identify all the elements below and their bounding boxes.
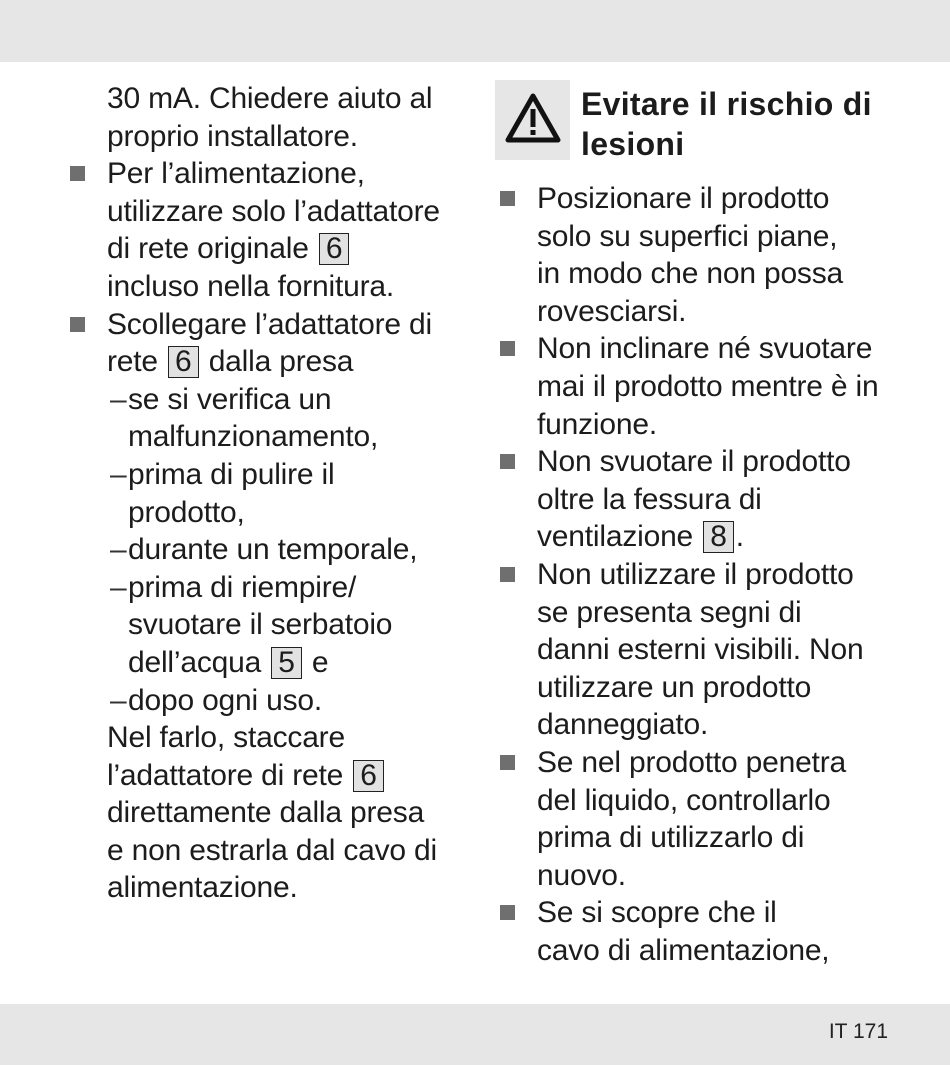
bullet-item [495,556,915,744]
bullet-text: Non inclinare né svuotare [537,332,873,366]
bullet-text: mai il prodotto mentre è in [537,369,879,403]
closing-text: l’adattatore di rete 6 [65,757,465,795]
bullet-text: Se nel prodotto penetra [537,745,846,779]
bullet-text: di rete originale 6 [65,230,465,268]
square-bullet-icon [500,454,515,469]
footer-band [0,1004,950,1065]
header-band [0,0,950,62]
dash-marker: – [110,457,127,491]
intro-line: 30 mA. Chiedere aiuto al [107,82,433,115]
part-reference: 6 [353,760,384,792]
square-bullet-icon [70,166,85,181]
closing-text: direttamente dalla presa [107,796,425,830]
bullet-text: cavo di alimentazione, [537,933,830,967]
bullet-text: ventilazione 8 . [537,520,744,554]
square-bullet-icon [500,191,515,206]
bullet-text: se presenta segni di [537,595,802,629]
dash-item [65,531,465,569]
dash-text: svuotare il serbatoio [128,608,393,642]
bullet-text: in modo che non possa [537,257,844,291]
dash-text: dopo ogni uso. [128,683,323,717]
bullet-text: funzione. [537,407,657,441]
right-bullet-list [495,180,915,969]
part-reference: 6 [319,233,350,265]
dash-text: prodotto, [128,495,245,529]
dash-marker: – [110,570,127,604]
page-number: IT 171 [828,1020,888,1043]
warning-section-header [495,80,915,180]
bullet-text: nuovo. [537,858,626,892]
closing-text: Nel farlo, staccare [107,721,345,755]
dash-item [65,381,465,456]
bullet-text: utilizzare solo l’adattatore [107,194,440,228]
bullet-item [65,306,465,381]
warning-icon-box [495,80,570,160]
right-column [495,80,915,967]
bullet-text: del liquido, controllarlo [537,783,831,817]
bullet-item [495,330,915,443]
square-bullet-icon [500,755,515,770]
closing-text: e non estrarla dal cavo di [107,833,438,867]
bullet-text: rete 6 dalla presa [107,345,354,379]
warning-triangle-icon [505,92,561,144]
dash-item [65,682,465,720]
bullet-text: Scollegare l’adattatore di [107,307,433,341]
bullet-text: Non utilizzare il prodotto [537,557,854,591]
dash-marker: – [110,382,127,416]
dash-marker: – [110,683,127,717]
bullet-item [495,443,915,556]
bullet-item [495,894,915,969]
square-bullet-icon [500,567,515,582]
dash-text: prima di riempire/ [128,570,357,604]
bullet-text: Se si scopre che il [537,896,777,930]
dash-text: se si verifica un [128,382,332,416]
section-heading: Evitare il rischio di lesioni [581,86,872,162]
part-reference: 8 [703,521,734,553]
dash-text: dell’acqua 5 e [128,645,329,679]
left-column [65,80,465,907]
intro-line: proprio installatore. [107,119,358,153]
bullet-text: incluso nella fornitura. [107,269,395,303]
dash-text: malfunzionamento, [128,420,379,454]
dash-text: prima di pulire il [128,457,335,491]
dash-item [65,569,465,682]
part-reference: 5 [271,647,302,679]
dash-text: durante un temporale, [128,533,418,567]
bullet-text: prima di utilizzarlo di [537,821,805,855]
bullet-text: Posizionare il prodotto [537,182,830,215]
bullet-text: rovesciarsi. [537,294,687,328]
bullet-text: danneggiato. [537,708,709,742]
bullet-item [495,180,915,330]
bullet-text: danni esterni visibili. Non [537,633,864,667]
part-reference: 6 [168,346,199,378]
bullet-text: solo su superfici piane, [537,219,838,253]
square-bullet-icon [500,905,515,920]
bullet-text: utilizzare un prodotto [537,670,812,704]
dash-item [65,456,465,531]
bullet-text: oltre la fessura di [537,482,762,516]
bullet-item [65,155,465,305]
bullet-text: Non svuotare il prodotto [537,445,851,479]
square-bullet-icon [500,341,515,356]
dash-marker: – [110,533,127,567]
closing-text: alimentazione. [107,871,298,905]
bullet-text: Per l’alimentazione, [107,157,365,191]
square-bullet-icon [70,317,85,332]
bullet-item [495,744,915,894]
